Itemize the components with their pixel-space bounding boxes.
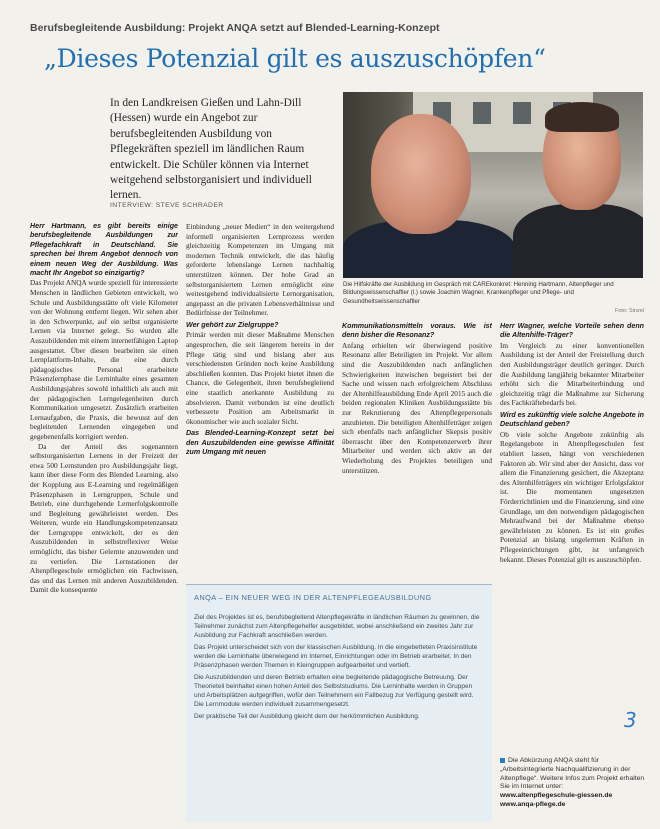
lead-paragraph: In den Landkreisen Gießen und Lahn-Dill (Hessen) wurde ein Angebot zur berufsbegleitenden Ausbildung von Pflegekräften speziell im ländlichen Raum entwickelt. Die Schüler können via Internet weitgehend selbstorganisiert und individuell lernen. — [110, 97, 312, 202]
link-anqa[interactable]: www.anqa-pflege.de — [500, 800, 566, 808]
project-note — [500, 757, 650, 810]
question: Herr Wagner, welche Vorteile sehen denn die Altenhilfe-Träger? — [500, 322, 644, 340]
photo-credit: Foto: Sinzel — [614, 308, 644, 314]
note-text: Die Abkürzung ANQA steht für „Arbeitsintegrierte Nachqualifizierung in der Altenpflege“. Weitere Infos zum Projekt erhalten Sie im Internet unter: — [500, 757, 645, 791]
kicker: Berufsbegleitende Ausbildung: Projekt ANQA setzt auf Blended-Learning-Konzept — [30, 22, 440, 34]
answer: Einbindung „neuer Medien“ in den weitergehend informell organisierten Lernprozess werden gleichzeitig Kompetenzen im Umgang mit modernen Technik entwickelt, die das häufig geforderte lebenslange Lernen nachhaltig unterstützen können. Der hohe Grad an selbstorganisiertem Lernen ermöglicht eine weitestgehend individualisierte Lernorganisation, angepasst an die privaten Lebensverhältnisse und Bedürfnisse der Teilnehmer. — [186, 222, 334, 318]
answer: Da der Anteil des sogenannten selbstorganisierten Lernens in der Freizeit der etwa 500 Lernstunden pro Ausbildungsjahr liegt, kann über diese Form des Blended Learning, also der Kopplung aus E-Learning und regelmäßigen Präsenzphasen in Lerngruppen, Schule und Betrieb, eine durchgehende Lernerfolgskontrolle und Begleitung gewährleistet werden. Des Weiteren, wurde ein Handlungskompetenzansatz der Lerngruppe entwickelt, der es den Auszubildenden in selbstreflexiver Weise ermöglicht, das bisher Gelernte anzuwenden und zu vertiefen. Die Lernstationen der Altenpflegeschule ermöglichen ein Fachwissen, das und das Lernen mit anderen Auszubildenden. Damit die konsequente — [30, 441, 178, 595]
byline: INTERVIEW: STEVE SCHRADER — [110, 202, 224, 209]
question: Kommunikationsmitteln voraus. Wie ist denn bisher die Resonanz? — [342, 322, 492, 340]
text-column-4 — [500, 322, 644, 752]
answer: Im Vergleich zu einer konventionellen Ausbildung ist der Anteil der Freistellung durch den Ausbildungsträger deutlich geringer. Durch die Ausbildung langjährig bekannter Mitarbeiter erhöht sich die Mitarbeiterbindung und gleichzeitig trägt die Maßnahme zur Sicherung des Fachkräftebedarfs bei. — [500, 340, 644, 408]
person-right-hair — [545, 102, 619, 132]
question: Wer gehört zur Zielgruppe? — [186, 320, 279, 329]
info-box-paragraph: Die Auszubildenden und deren Betrieb erhalten eine begleitende pädagogische Betreuung. Der Theorieteil beinhaltet einen hohen Anteil des Selbststudiums. Die Lerninhalte werden in Gruppen und Arbeitsplätzen aufgegriffen, wofür den Teilnehmern ein Fallbezug zur Verfügung gestellt wird. Die Lernmodule werden individuell zusammengesetzt. — [194, 674, 474, 708]
question: Wird es zukünftig viele solche Angebote in Deutschland geben? — [500, 410, 644, 429]
bullet-square-icon — [500, 758, 505, 763]
info-box-title: ANQA – EIN NEUER WEG IN DER ALTENPFLEGEAUSBILDUNG — [194, 593, 432, 602]
info-box — [186, 584, 492, 822]
text-column-1 — [30, 222, 178, 822]
info-box-paragraph: Ziel des Projektes ist es, berufsbegleitend Altenpflegekräfte in ländlichen Räumen zu gewinnen, die Teilnehmer zunächst zum Altenpflegehelfer ausgebildet, wobei anschließend ein zweites Jahr zur Ausbildung zur Fachkraft anschließen werden. — [194, 614, 480, 639]
interview-photo — [343, 92, 643, 278]
answer: Ob viele solche Angebote zukünftig als Regelangebote in Altenpflegeschulen fest etabliert lassen, hängt von verschiedenen Faktoren ab. Wir sind aber der Ansicht, dass vor allem die Finanzierung gesichert, die Akzeptanz des Altenhilfeträgers ein wichtiger Erfolgsfaktor ist. Die momentanen ungesetzten Förderrichtlinien und die Finanzierung, sind eine Grundlage, um den notwendigen pädagogischen Mehraufwand bei der Maßnahme ebenso gewährleisten zu können. Es ist ein großes Potenzial an bislang ungelernten Kräften in Pflegeeinrichtungen gibt, ist unfangreich bekannt. Dieses Potenzial gilt es auszuschöpfen. — [500, 429, 644, 564]
photo-caption: Die Hilfskräfte der Ausbildung im Gespräch mit CAREkonkret: Henning Hartmann, Altenpfleger und Bildungswissenschaftler (l.) sowie Joachim Wagner, Krankenpfleger und Pflege- und Gesundheitswissenschaftler — [343, 281, 614, 305]
info-box-paragraph: Der praktische Teil der Ausbildung gleicht dem der herkömmlichen Ausbildung. — [194, 713, 420, 720]
person-left-head — [371, 114, 471, 234]
question: Das Blended-Learning-Konzept setzt bei den Auszubildenden eine gewisse Affinität zum Umgang mit neuen — [186, 429, 334, 457]
answer: Das Projekt ANQA wurde speziell für interessierte Menschen in ländlichen Gebieten entwickelt, wo Schule und Ausbildungsstätte oft viele Kilometer von der Wohnung entfernt liegen. Wir sehen aber in den Schwerpunkt, auf ein selbst organisierte Lernen via Internet gelegt. So wurden alle Auszubildenden mit einem internetfähigen Laptop ausgestattet. Über diesen bearbeiten sie einen Lernplattform-Inhalte, die eine durch pädagogisches Personal erarbeitete Präsenzlernphase die Lerninhalte eines gesamten Ausbildungsjahres sowohl inhaltlich als auch mit der pädagogischen Lerngelegenheiten durch Kommunikation umgesetzt. Zusätzlich erarbeiten Lernaufgaben, die Praxis, die bewusst auf den begleitenden Lernenden eingegeben und gegebenenfalls korrigiert werden. — [30, 278, 178, 441]
headline: „Dieses Potenzial gilt es auszuschöpfen“ — [44, 44, 546, 73]
person-right-body — [513, 204, 643, 278]
info-box-text — [194, 613, 484, 813]
answer: Anfang erhielten wir überwiegend positive Resonanz aller Beteiligten im Projekt. Vor allem sind die Auszubildenden nach anfänglichen Schwierigkeiten inzwischen begeistert bei der Sache und wissen nach erfolgreichem Abschluss der Altenhilfeausbildung Ende April 2015 auch die beiden regionalen Kliniken Ausbildungsstätte bis zur Rekrutierung des Altenpflegepersonals anzubieten. Die beteiligten Altenhilfeträger zeigen sich ebenfalls nach anfänglicher Skepsis positiv überrascht über den Kompetenzerwerb ihrer Mitarbeiter und werden sich aktiv an der Wiederholung des Projektes beteiligen und unterstützen. — [342, 340, 492, 475]
text-column-3 — [342, 322, 492, 570]
page-number: 3 — [624, 708, 637, 732]
text-column-2 — [186, 222, 334, 570]
answer: Primär werden mit dieser Maßnahme Menschen angesprochen, die seit längerem bereits in der Pflege tätig sind und bislang aber aus verschiedensten Gründen noch keine Ausbildung abschließen konnten. Das Projekt bietet ihnen die Chance, die Gelegenheit, ihren berufsbegleitend eine staatlich anerkannte Ausbildung zu absolvieren. Damit verbunden ist eine deutlich verbesserte Position am Arbeitsmarkt in ökonomischer wie auch sozialer Sicht. — [186, 330, 334, 426]
info-box-paragraph: Das Projekt unterscheidet sich von der klassischen Ausbildung. In die eingebetteten Praxisinstitute werden die Lerninhalte überwiegend im Internet, Einrichtungen oder im Betrieb erarbeitet. In den Präsenzphasen werden Themen in Kleingruppen aufgearbeitet und vertieft. — [194, 644, 478, 669]
link-altenpflegeschule[interactable]: www.altenpflegeschule-giessen.de — [500, 792, 613, 800]
question: Herr Hartmann, es gibt bereits einige berufsbegleitende Ausbildungen zur Pflegefachkraft in Deutschland. Sie sprechen bei Ihrem Angebot dennoch von einem neuen Weg der Ausbildung. Was macht Ihr Angebot so einzigartig? — [30, 222, 178, 278]
